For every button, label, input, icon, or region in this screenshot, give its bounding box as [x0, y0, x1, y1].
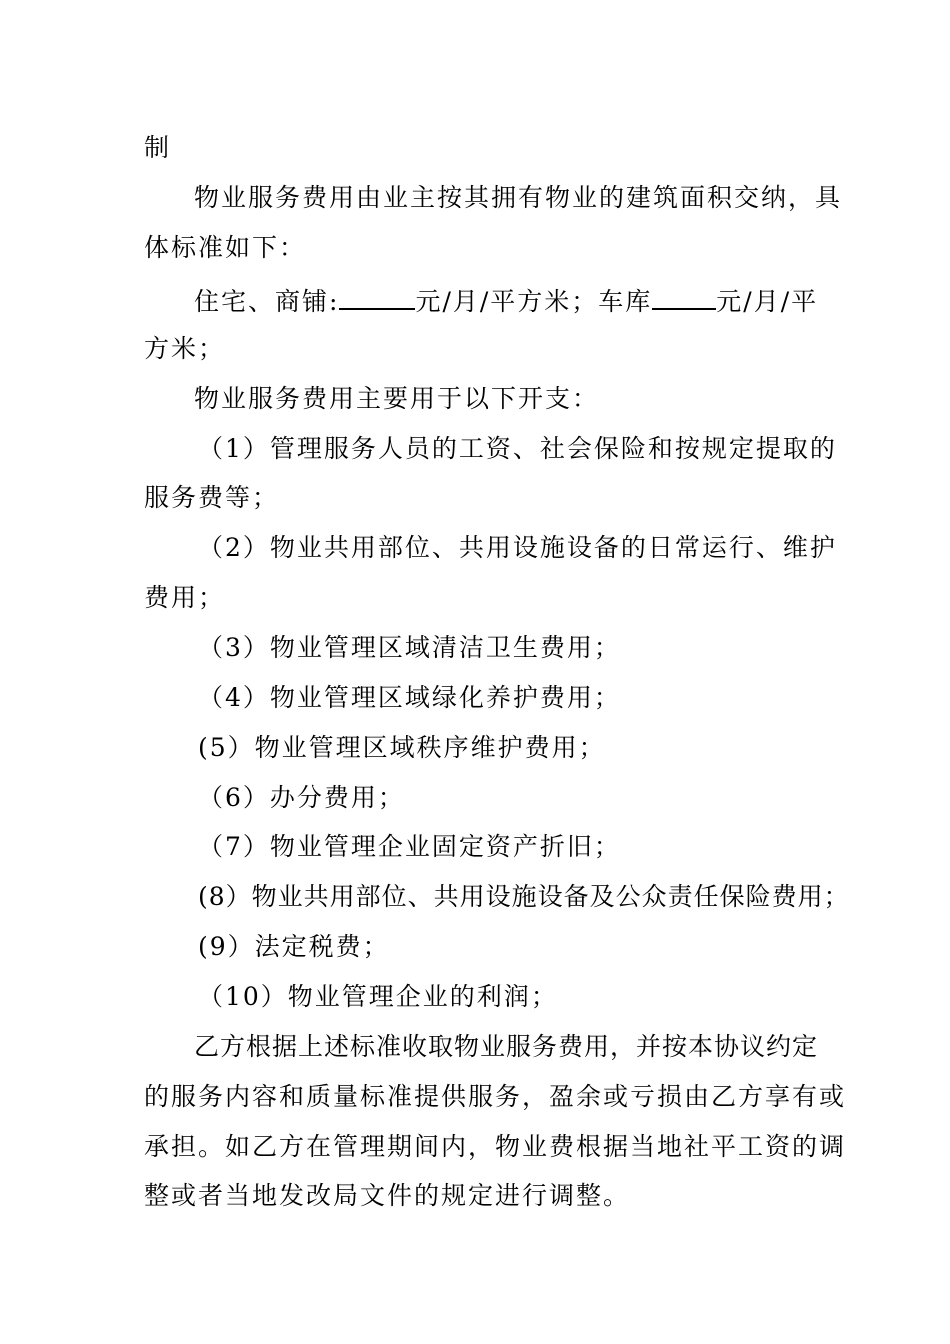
text-line: 费用； [144, 583, 226, 612]
list-item: （1）管理服务人员的工资、社会保险和按规定提取的 [198, 434, 837, 463]
list-item: （7）物业管理企业固定资产折旧； [198, 832, 621, 861]
fee-label-residential: 住宅、商铺: [194, 287, 340, 316]
fee-unit-label: 元/月/平 [716, 287, 819, 316]
text-line: 物业服务费用主要用于以下开支： [194, 384, 600, 413]
list-item: （10）物业管理企业的利润； [198, 982, 558, 1011]
text-line: 整或者当地发改局文件的规定进行调整。 [144, 1181, 631, 1210]
list-item: （6）办分费用； [198, 783, 405, 812]
residential-fee-blank [339, 284, 415, 310]
text-line: 服务费等； [144, 483, 280, 512]
list-item: （2）物业共用部位、共用设施设备的日常运行、维护 [198, 533, 837, 562]
text-line: 乙方根据上述标准收取物业服务费用，并按本协议约定 [194, 1032, 819, 1061]
list-item: (8）物业共用部位、共用设施设备及公众责任保险费用； [198, 882, 850, 911]
fee-label-garage: 元/月/平方米；车库 [415, 287, 653, 316]
garage-fee-blank [652, 284, 716, 310]
text-line: 制 [144, 133, 172, 162]
text-line: 承担。如乙方在管理期间内，物业费根据当地社平工资的调 [144, 1132, 847, 1161]
text-line: 体标准如下： [144, 233, 307, 262]
list-item: （3）物业管理区域清洁卫生费用； [198, 633, 621, 662]
list-item: (9）法定税费； [198, 932, 390, 961]
text-line: 物业服务费用由业主按其拥有物业的建筑面积交纳，具 [194, 183, 843, 212]
list-item: （4）物业管理区域绿化养护费用； [198, 683, 621, 712]
list-item: (5）物业管理区域秩序维护费用； [198, 733, 606, 762]
fee-standard-line [194, 284, 818, 317]
text-line: 的服务内容和质量标准提供服务，盈余或亏损由乙方享有或 [144, 1082, 847, 1111]
text-line: 方米； [144, 334, 226, 363]
